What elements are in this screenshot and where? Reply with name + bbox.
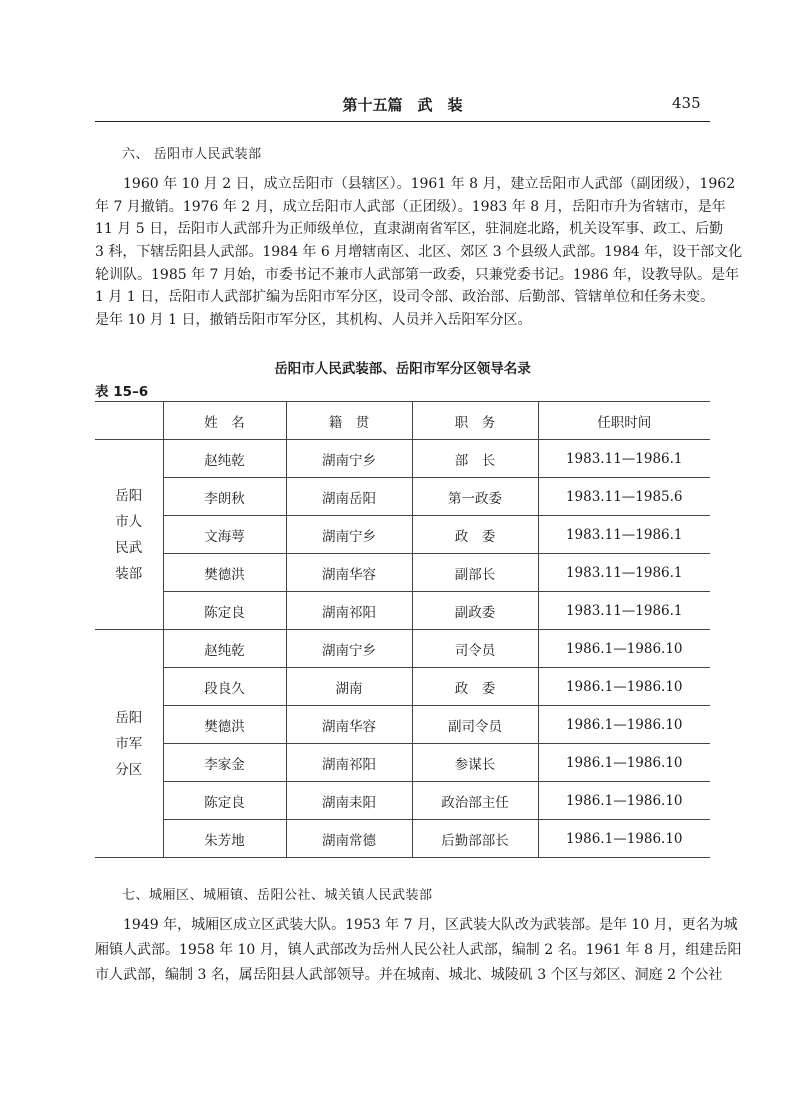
name-cell: 樊德洪 — [163, 706, 286, 744]
name-cell: 李朗秋 — [163, 478, 286, 516]
name-cell: 陈定良 — [163, 782, 286, 820]
text-line: 1 月 1 日，岳阳市人武部扩编为岳阳市军分区，设司令部、政治部、后勤部、管辖单位和任务未变。 — [95, 289, 715, 306]
term-cell: 1986.1—1986.10 — [538, 744, 710, 782]
table-header-row — [95, 402, 710, 440]
position-cell: 副政委 — [412, 592, 538, 630]
term-cell: 1986.1—1986.10 — [538, 668, 710, 706]
table-row — [95, 668, 710, 706]
position-cell: 政治部主任 — [412, 782, 538, 820]
table-row — [95, 630, 710, 668]
text-line: 1949 年，城厢区成立区武装大队。1953 年 7 月，区武装大队改为武装部。是年 10 月，更名为城 — [123, 917, 738, 933]
table-row — [95, 592, 710, 630]
term-cell: 1983.11—1986.1 — [538, 592, 710, 630]
hometown-cell: 湖南耒阳 — [286, 782, 412, 820]
group-label — [95, 440, 163, 630]
table-number: 表 15–6 — [95, 384, 149, 400]
term-cell: 1986.1—1986.10 — [538, 630, 710, 668]
position-cell: 后勤部部长 — [412, 820, 538, 858]
term-cell: 1983.11—1986.1 — [538, 440, 710, 478]
group-label-line: 岳阳 — [115, 487, 143, 504]
table-row — [95, 478, 710, 516]
term-cell: 1986.1—1986.10 — [538, 782, 710, 820]
hometown-cell: 湖南宁乡 — [286, 440, 412, 478]
term-cell: 1986.1—1986.10 — [538, 820, 710, 858]
group-label-line: 民武 — [115, 539, 143, 556]
group-header — [95, 402, 163, 440]
position-cell: 政 委 — [412, 516, 538, 554]
column-header: 职 务 — [412, 402, 538, 440]
name-cell: 李家金 — [163, 744, 286, 782]
name-cell: 文海萼 — [163, 516, 286, 554]
text-line: 是年 10 月 1 日，撤销岳阳市军分区，其机构、人员并入岳阳军分区。 — [95, 312, 532, 329]
hometown-cell: 湖南祁阳 — [286, 744, 412, 782]
table-row — [95, 440, 710, 478]
hometown-cell: 湖南岳阳 — [286, 478, 412, 516]
position-cell: 政 委 — [412, 668, 538, 706]
group-label-line: 岳阳 — [115, 709, 143, 726]
table-row — [95, 782, 710, 820]
text-line: 年 7 月撤销。1976 年 2 月，成立岳阳市人武部（正团级）。1983 年 8 月，岳阳市升为省辖市，是年 — [95, 198, 726, 215]
table-row — [95, 744, 710, 782]
column-header: 任职时间 — [538, 402, 710, 440]
name-cell: 段良久 — [163, 668, 286, 706]
table-row — [95, 706, 710, 744]
position-cell: 司令员 — [412, 630, 538, 668]
table-row — [95, 820, 710, 858]
position-cell: 第一政委 — [412, 478, 538, 516]
group-label — [95, 630, 163, 858]
table-row — [95, 554, 710, 592]
position-cell: 副司令员 — [412, 706, 538, 744]
hometown-cell: 湖南华容 — [286, 706, 412, 744]
text-line: 市人武部，编制 3 名，属岳阳县人武部领导。并在城南、城北、城陵矶 3 个区与郊区、洞庭 2 个公社 — [95, 967, 723, 983]
name-cell: 陈定良 — [163, 592, 286, 630]
column-header: 籍 贯 — [286, 402, 412, 440]
section-7-heading: 七、城厢区、城厢镇、岳阳公社、城关镇人民武装部 — [122, 888, 433, 903]
section-6-heading: 六、 岳阳市人民武装部 — [122, 147, 262, 162]
text-line: 11 月 5 日，岳阳市人武部升为正师级单位，直隶湖南省军区，驻洞庭北路，机关设军事、政工、后勤 — [95, 221, 724, 238]
term-cell: 1983.11—1986.1 — [538, 554, 710, 592]
table-title: 岳阳市人民武装部、岳阳市军分区领导名录 — [274, 361, 531, 377]
group-label-line: 市人 — [115, 513, 143, 530]
text-line: 厢镇人武部。1958 年 10 月，镇人武部改为岳州人民公社人武部，编制 2 名。1961 年 8 月，组建岳阳 — [95, 942, 742, 958]
term-cell: 1983.11—1986.1 — [538, 516, 710, 554]
hometown-cell: 湖南宁乡 — [286, 630, 412, 668]
term-cell: 1983.11—1985.6 — [538, 478, 710, 516]
table-row — [95, 516, 710, 554]
position-cell: 部 长 — [412, 440, 538, 478]
group-label-line: 装部 — [115, 565, 143, 582]
term-cell: 1986.1—1986.10 — [538, 706, 710, 744]
name-cell: 朱芳地 — [163, 820, 286, 858]
text-line: 3 科，下辖岳阳县人武部。1984 年 6 月增辖南区、北区、郊区 3 个县级人武部。1984 年，设干部文化 — [95, 244, 743, 261]
hometown-cell: 湖南常德 — [286, 820, 412, 858]
name-cell: 赵纯乾 — [163, 630, 286, 668]
name-cell: 樊德洪 — [163, 554, 286, 592]
section-6-paragraph — [95, 173, 743, 332]
group-label-line: 市军 — [115, 735, 143, 752]
hometown-cell: 湖南 — [286, 668, 412, 706]
name-cell: 赵纯乾 — [163, 440, 286, 478]
hometown-cell: 湖南华容 — [286, 554, 412, 592]
leaders-table — [95, 401, 710, 858]
text-line: 轮训队。1985 年 7 月始，市委书记不兼市人武部第一政委，只兼党委书记。1986 年，设教导队。是年 — [95, 266, 739, 283]
group-label-line: 分区 — [115, 761, 143, 778]
hometown-cell: 湖南祁阳 — [286, 592, 412, 630]
hometown-cell: 湖南宁乡 — [286, 516, 412, 554]
running-header-title: 第十五篇 武 装 — [342, 96, 463, 114]
header-rule — [95, 121, 710, 122]
position-cell: 参谋长 — [412, 744, 538, 782]
section-7-paragraph — [95, 913, 742, 988]
position-cell: 副部长 — [412, 554, 538, 592]
column-header: 姓 名 — [163, 402, 286, 440]
page-number: 435 — [672, 94, 701, 112]
text-line: 1960 年 10 月 2 日，成立岳阳市（县辖区）。1961 年 8 月，建立岳阳市人武部（副团级），1962 — [123, 176, 736, 192]
